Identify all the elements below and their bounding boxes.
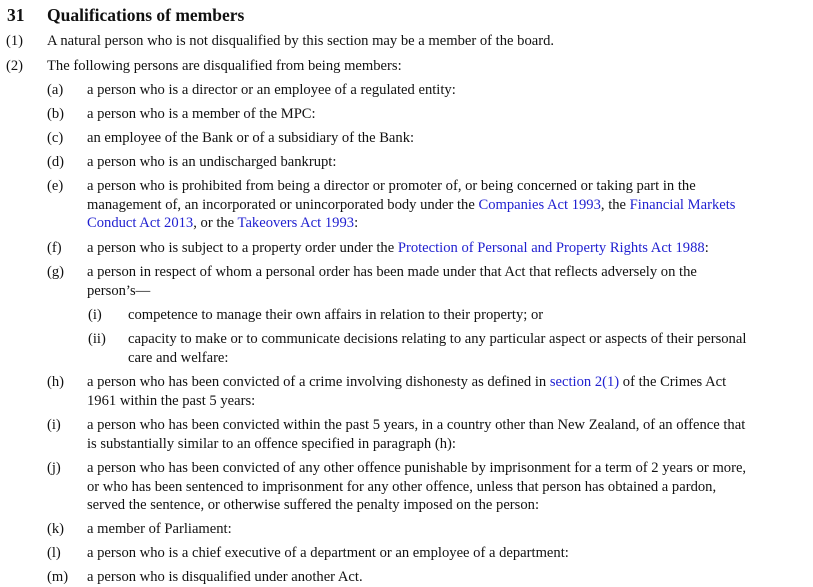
paragraph-label: (j)	[47, 460, 61, 476]
paragraph-text: a person who is disqualified under another Act.	[87, 569, 363, 585]
paragraph-text-line: person’s—	[87, 282, 151, 299]
subparagraph-label: (ii)	[88, 331, 106, 347]
subsection-text: The following persons are disqualified from being members:	[47, 58, 402, 74]
paragraph-text: a person who is a member of the MPC:	[87, 106, 316, 122]
paragraph-label: (f)	[47, 240, 62, 256]
paragraph-label: (c)	[47, 130, 64, 146]
subparagraph-text-line: care and welfare:	[128, 349, 229, 366]
paragraph-text: a person who is a director or an employee of a regulated entity:	[87, 82, 456, 98]
text-segment: management of, an incorporated or unincorporated body under the	[87, 196, 479, 213]
paragraph-text: a person who is an undischarged bankrupt:	[87, 154, 337, 170]
subsection-label: (2)	[6, 58, 24, 74]
paragraph-label: (i)	[47, 417, 61, 433]
paragraph-label: (h)	[47, 374, 65, 390]
subparagraph-text: competence to manage their own affairs in relation to their property; or	[128, 307, 544, 323]
pppr-act-link[interactable]: Protection of Personal and Property Rights Act 1988	[397, 240, 705, 256]
text-segment: a person who has been convicted of a crime involving dishonesty as defined in	[87, 374, 550, 390]
paragraph-text-line	[87, 214, 735, 233]
paragraph-text: a person who is a chief executive of a department or an employee of a department:	[87, 545, 569, 561]
paragraph-text: a member of Parliament:	[87, 521, 232, 537]
paragraph-text-line: served the sentence, or otherwise suffered the penalty imposed on the person:	[87, 497, 539, 514]
paragraph-label: (d)	[47, 154, 65, 170]
paragraph-text-line: or who has been sentenced to imprisonment for any other offence, unless that person has obtained a pardon,	[87, 478, 717, 495]
paragraph-text-line	[87, 196, 735, 215]
paragraph-label: (k)	[47, 521, 65, 537]
text-segment: , the	[600, 196, 630, 213]
text-segment: :	[354, 215, 359, 232]
financial-markets-act-link-part1[interactable]: Financial Markets	[629, 196, 736, 213]
text-segment: , or the	[193, 215, 238, 232]
paragraph-text-line: a person who has been convicted within the past 5 years, in a country other than New Zealand, of an offence that	[87, 417, 746, 433]
paragraph-label: (l)	[47, 545, 61, 561]
paragraph-label: (e)	[47, 178, 64, 194]
paragraph-label: (a)	[47, 82, 64, 98]
subsection-label: (1)	[6, 33, 24, 49]
companies-act-link[interactable]: Companies Act 1993	[478, 196, 601, 213]
paragraph-text-line: a person who has been convicted of any other offence punishable by imprisonment for a term of 2 years or more,	[87, 460, 747, 476]
takeovers-act-link[interactable]: Takeovers Act 1993	[237, 215, 355, 232]
text-segment: of the Crimes Act	[619, 374, 727, 390]
paragraph-text-line: is substantially similar to an offence specified in paragraph (h):	[87, 435, 456, 452]
paragraph-text-line: a person in respect of whom a personal order has been made under that Act that reflects adversely on the	[87, 264, 697, 280]
text-segment: :	[704, 240, 709, 256]
paragraph-text-line: a person who is prohibited from being a director or promoter of, or being concerned or taking part in the	[87, 178, 696, 194]
paragraph-label: (b)	[47, 106, 65, 122]
paragraph-text-line	[87, 373, 726, 392]
subsection-text: A natural person who is not disqualified by this section may be a member of the board.	[47, 33, 555, 49]
subparagraph-text-line: capacity to make or to communicate decisions relating to any particular aspect or aspects of their personal	[128, 331, 747, 347]
subparagraph-label: (i)	[88, 307, 102, 323]
section-title: Qualifications of members	[47, 5, 245, 25]
paragraph-label: (m)	[47, 569, 69, 585]
paragraph-label: (g)	[47, 264, 65, 280]
paragraph-text: an employee of the Bank or of a subsidiary of the Bank:	[87, 130, 415, 146]
text-segment: a person who is subject to a property order under the	[87, 240, 398, 256]
section-number: 31	[7, 5, 25, 25]
section-2-1-link[interactable]: section 2(1)	[549, 374, 620, 390]
financial-markets-act-link-part2[interactable]: Conduct Act 2013	[87, 215, 194, 232]
paragraph-text-line: 1961 within the past 5 years:	[87, 392, 256, 409]
